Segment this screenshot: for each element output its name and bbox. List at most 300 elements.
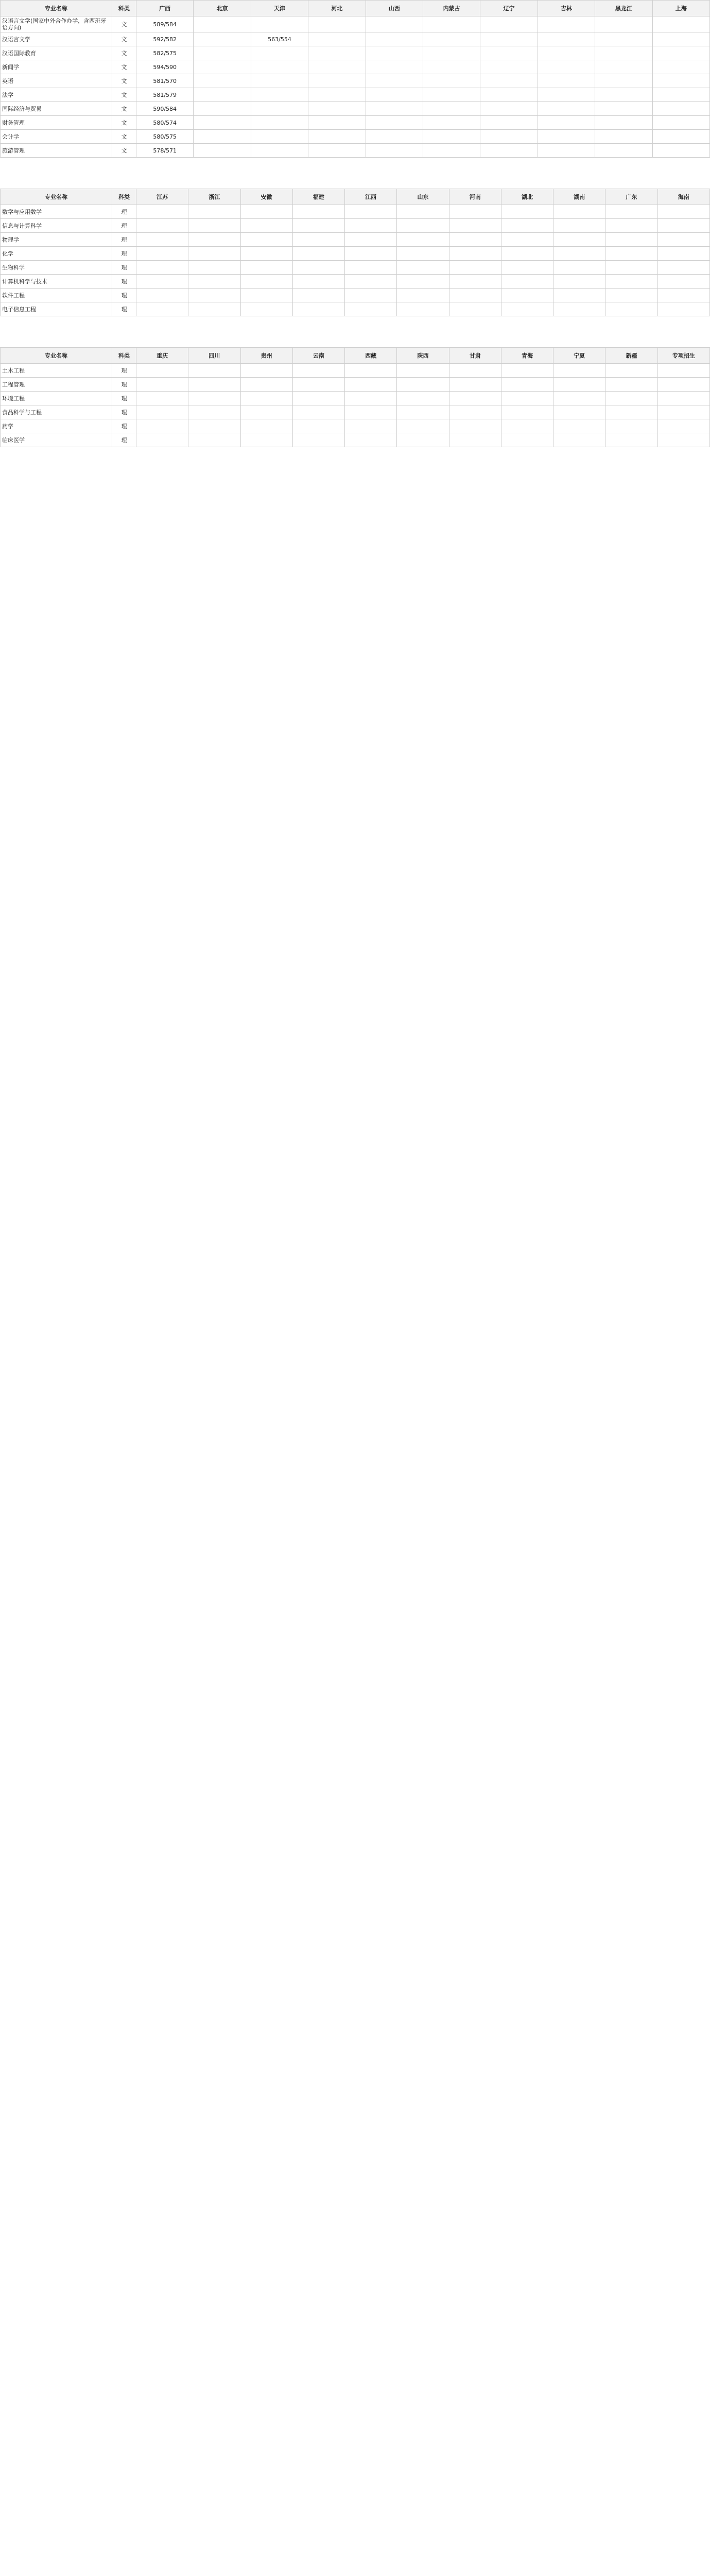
- score-cell: [423, 88, 480, 102]
- table-body: [1, 364, 710, 447]
- score-cell: [136, 247, 188, 261]
- major-name-cell: 法学: [1, 88, 112, 102]
- score-cell: [366, 116, 423, 130]
- score-cell: [595, 74, 652, 88]
- table-row: [1, 60, 710, 74]
- header-category: 科类: [112, 348, 136, 364]
- score-cell: [308, 116, 366, 130]
- score-cell: [397, 205, 449, 219]
- score-cell: [480, 74, 538, 88]
- score-cell: 582/575: [136, 46, 194, 60]
- header-province: 山西: [366, 1, 423, 16]
- table-header-row: [1, 1, 710, 16]
- score-cell: [308, 60, 366, 74]
- score-cell: [308, 130, 366, 144]
- category-cell: 理: [112, 378, 136, 392]
- score-cell: [397, 378, 449, 392]
- header-province: 辽宁: [480, 1, 538, 16]
- score-cell: [397, 302, 449, 316]
- score-cell: [188, 219, 240, 233]
- score-cell: [397, 289, 449, 302]
- score-cell: [501, 289, 553, 302]
- category-cell: 理: [112, 275, 136, 289]
- score-cell: [397, 364, 449, 378]
- score-cell: [397, 419, 449, 433]
- header-category: 科类: [112, 189, 136, 205]
- score-cell: [501, 378, 553, 392]
- header-province: 安徽: [240, 189, 292, 205]
- score-cell: [188, 247, 240, 261]
- header-province: 重庆: [136, 348, 188, 364]
- category-cell: 理: [112, 302, 136, 316]
- header-province: 内蒙古: [423, 1, 480, 16]
- score-cell: [538, 46, 595, 60]
- score-cell: [397, 405, 449, 419]
- category-cell: 理: [112, 247, 136, 261]
- score-cell: [423, 16, 480, 32]
- score-cell: [251, 130, 308, 144]
- score-cell: [366, 32, 423, 46]
- header-province: 吉林: [538, 1, 595, 16]
- score-cell: 563/554: [251, 32, 308, 46]
- category-cell: 文: [112, 102, 136, 116]
- score-cell: [308, 144, 366, 158]
- score-cell: [553, 247, 605, 261]
- score-cell: [553, 405, 605, 419]
- table-row: [1, 88, 710, 102]
- score-cell: 589/584: [136, 16, 194, 32]
- major-name-cell: 会计学: [1, 130, 112, 144]
- score-cell: [251, 60, 308, 74]
- table-row: [1, 74, 710, 88]
- score-cell: [553, 275, 605, 289]
- score-cell: [538, 130, 595, 144]
- table-header-row: [1, 189, 710, 205]
- score-cell: [595, 88, 652, 102]
- table-row: [1, 405, 710, 419]
- score-cell: [657, 419, 709, 433]
- table-row: [1, 392, 710, 405]
- score-cell: [538, 102, 595, 116]
- score-cell: [188, 419, 240, 433]
- score-cell: [251, 88, 308, 102]
- score-cell: [652, 46, 709, 60]
- header-province: 福建: [292, 189, 344, 205]
- score-cell: [652, 74, 709, 88]
- score-cell: [308, 16, 366, 32]
- score-cell: [292, 392, 344, 405]
- header-province: 陕西: [397, 348, 449, 364]
- table-row: [1, 233, 710, 247]
- score-cell: [480, 116, 538, 130]
- score-cell: [480, 32, 538, 46]
- score-cell: 590/584: [136, 102, 194, 116]
- major-name-cell: 临床医学: [1, 433, 112, 447]
- section-spacer: [0, 316, 710, 347]
- score-cell: [553, 205, 605, 219]
- category-cell: 理: [112, 289, 136, 302]
- score-cell: [292, 275, 344, 289]
- score-cell: [423, 32, 480, 46]
- score-cell: [188, 405, 240, 419]
- score-cell: [538, 32, 595, 46]
- category-cell: 文: [112, 74, 136, 88]
- score-cell: [292, 233, 344, 247]
- category-cell: 文: [112, 116, 136, 130]
- major-name-cell: 计算机科学与技术: [1, 275, 112, 289]
- header-category: 科类: [112, 1, 136, 16]
- score-cell: [595, 102, 652, 116]
- category-cell: 理: [112, 405, 136, 419]
- score-cell: [480, 88, 538, 102]
- score-cell: [240, 378, 292, 392]
- score-cell: [449, 275, 501, 289]
- score-cell: [188, 261, 240, 275]
- score-cell: [240, 405, 292, 419]
- score-cell: [345, 433, 397, 447]
- score-cell: [136, 275, 188, 289]
- score-cell: [397, 433, 449, 447]
- major-name-cell: 工程管理: [1, 378, 112, 392]
- score-cell: [345, 302, 397, 316]
- score-cell: [553, 302, 605, 316]
- score-cell: [605, 378, 657, 392]
- score-cell: [345, 247, 397, 261]
- score-cell: [553, 289, 605, 302]
- major-name-cell: 信息与计算科学: [1, 219, 112, 233]
- score-cell: [449, 433, 501, 447]
- score-cell: [240, 419, 292, 433]
- score-cell: [553, 392, 605, 405]
- score-cell: [194, 46, 251, 60]
- score-cell: [501, 219, 553, 233]
- score-cell: [657, 289, 709, 302]
- score-cell: [652, 16, 709, 32]
- score-cell: [423, 46, 480, 60]
- score-cell: [423, 74, 480, 88]
- category-cell: 文: [112, 88, 136, 102]
- score-cell: [501, 405, 553, 419]
- score-cell: [366, 102, 423, 116]
- score-cell: [595, 46, 652, 60]
- table-row: [1, 302, 710, 316]
- major-name-cell: 物理学: [1, 233, 112, 247]
- score-cell: [605, 419, 657, 433]
- score-cell: [240, 275, 292, 289]
- score-cell: [292, 261, 344, 275]
- score-cell: 578/571: [136, 144, 194, 158]
- score-cell: [501, 433, 553, 447]
- score-cell: [397, 219, 449, 233]
- score-cell: [595, 16, 652, 32]
- major-name-cell: 生物科学: [1, 261, 112, 275]
- score-cell: [188, 433, 240, 447]
- score-cell: [449, 205, 501, 219]
- major-name-cell: 食品科学与工程: [1, 405, 112, 419]
- score-cell: [501, 247, 553, 261]
- table-header-row: [1, 348, 710, 364]
- score-cell: 581/579: [136, 88, 194, 102]
- header-province: 湖南: [553, 189, 605, 205]
- score-cell: [345, 392, 397, 405]
- score-cell: [553, 378, 605, 392]
- score-cell: [423, 144, 480, 158]
- header-province: 新疆: [605, 348, 657, 364]
- header-province: 西藏: [345, 348, 397, 364]
- table-row: [1, 275, 710, 289]
- score-cell: [240, 364, 292, 378]
- score-cell: [292, 405, 344, 419]
- score-cell: [136, 261, 188, 275]
- score-cell: [538, 16, 595, 32]
- score-cell: [605, 289, 657, 302]
- header-province: 贵州: [240, 348, 292, 364]
- score-cell: [308, 88, 366, 102]
- table-row: [1, 32, 710, 46]
- score-cell: [345, 261, 397, 275]
- score-cell: [308, 102, 366, 116]
- score-cell: [449, 419, 501, 433]
- major-name-cell: 软件工程: [1, 289, 112, 302]
- table-row: [1, 261, 710, 275]
- score-cell: [553, 433, 605, 447]
- category-cell: 文: [112, 32, 136, 46]
- category-cell: 理: [112, 233, 136, 247]
- score-cell: [449, 364, 501, 378]
- score-cell: [538, 74, 595, 88]
- score-cell: [595, 130, 652, 144]
- score-cell: [188, 392, 240, 405]
- header-province: 江西: [345, 189, 397, 205]
- score-cell: [136, 302, 188, 316]
- score-cell: [449, 392, 501, 405]
- score-cell: [652, 130, 709, 144]
- score-cell: [194, 130, 251, 144]
- major-name-cell: 新闻学: [1, 60, 112, 74]
- score-cell: [652, 32, 709, 46]
- header-province: 广西: [136, 1, 194, 16]
- score-cell: [501, 302, 553, 316]
- score-cell: [501, 419, 553, 433]
- score-cell: [292, 419, 344, 433]
- header-province: 河北: [308, 1, 366, 16]
- header-province: 青海: [501, 348, 553, 364]
- major-name-cell: 汉语言文学: [1, 32, 112, 46]
- admission-score-table-2: [0, 189, 710, 316]
- score-cell: [657, 433, 709, 447]
- score-cell: [188, 364, 240, 378]
- score-cell: [501, 233, 553, 247]
- header-province: 北京: [194, 1, 251, 16]
- score-cell: [251, 102, 308, 116]
- header-province: 山东: [397, 189, 449, 205]
- score-cell: [345, 405, 397, 419]
- score-cell: [449, 247, 501, 261]
- category-cell: 理: [112, 261, 136, 275]
- score-cell: [345, 219, 397, 233]
- admission-score-table-3: [0, 347, 710, 447]
- score-cell: [188, 289, 240, 302]
- score-cell: [366, 60, 423, 74]
- score-cell: [251, 116, 308, 130]
- header-province: 云南: [292, 348, 344, 364]
- header-province: 黑龙江: [595, 1, 652, 16]
- header-province: 上海: [652, 1, 709, 16]
- score-cell: [136, 405, 188, 419]
- score-cell: [652, 60, 709, 74]
- header-major: 专业名称: [1, 348, 112, 364]
- major-name-cell: 土木工程: [1, 364, 112, 378]
- score-cell: 592/582: [136, 32, 194, 46]
- score-cell: [292, 247, 344, 261]
- score-cell: [657, 405, 709, 419]
- category-cell: 文: [112, 144, 136, 158]
- score-cell: [188, 275, 240, 289]
- score-cell: [366, 74, 423, 88]
- header-province: 浙江: [188, 189, 240, 205]
- score-cell: [345, 364, 397, 378]
- section-spacer: [0, 158, 710, 189]
- table-section-3: [0, 347, 710, 447]
- table-row: [1, 144, 710, 158]
- score-cell: [657, 261, 709, 275]
- score-cell: [423, 60, 480, 74]
- score-cell: [423, 130, 480, 144]
- category-cell: 理: [112, 433, 136, 447]
- score-cell: [501, 205, 553, 219]
- table-section-2: [0, 189, 710, 316]
- score-cell: [652, 88, 709, 102]
- header-province: 河南: [449, 189, 501, 205]
- score-cell: [188, 205, 240, 219]
- score-cell: [136, 392, 188, 405]
- table-row: [1, 289, 710, 302]
- score-cell: [657, 219, 709, 233]
- score-cell: [605, 275, 657, 289]
- category-cell: 理: [112, 205, 136, 219]
- score-cell: [345, 289, 397, 302]
- score-cell: [240, 233, 292, 247]
- score-cell: [292, 433, 344, 447]
- score-cell: [605, 302, 657, 316]
- score-cell: [292, 302, 344, 316]
- category-cell: 文: [112, 60, 136, 74]
- score-cell: [345, 205, 397, 219]
- score-cell: [501, 364, 553, 378]
- score-cell: [366, 16, 423, 32]
- score-cell: [345, 275, 397, 289]
- admission-score-table-1: [0, 0, 710, 158]
- score-cell: [366, 46, 423, 60]
- score-cell: [136, 205, 188, 219]
- category-cell: 理: [112, 392, 136, 405]
- score-cell: [480, 144, 538, 158]
- major-name-cell: 数学与应用数学: [1, 205, 112, 219]
- score-cell: [136, 378, 188, 392]
- category-cell: 文: [112, 16, 136, 32]
- score-cell: [240, 302, 292, 316]
- score-cell: [657, 275, 709, 289]
- score-cell: 580/574: [136, 116, 194, 130]
- header-province: 江苏: [136, 189, 188, 205]
- score-cell: [136, 433, 188, 447]
- score-cell: [652, 116, 709, 130]
- score-cell: [652, 144, 709, 158]
- score-cell: [538, 60, 595, 74]
- score-cell: [366, 130, 423, 144]
- score-cell: [657, 392, 709, 405]
- score-cell: [605, 261, 657, 275]
- score-cell: [480, 130, 538, 144]
- table-row: [1, 130, 710, 144]
- table-row: [1, 116, 710, 130]
- major-name-cell: 化学: [1, 247, 112, 261]
- score-cell: [292, 364, 344, 378]
- score-cell: [136, 419, 188, 433]
- table-section-1: [0, 0, 710, 158]
- score-cell: [449, 261, 501, 275]
- table-row: [1, 378, 710, 392]
- score-cell: [553, 233, 605, 247]
- header-province: 甘肃: [449, 348, 501, 364]
- score-cell: [240, 261, 292, 275]
- header-province: 四川: [188, 348, 240, 364]
- table-row: [1, 205, 710, 219]
- score-cell: [397, 275, 449, 289]
- table-row: [1, 46, 710, 60]
- score-cell: [657, 378, 709, 392]
- score-cell: [449, 233, 501, 247]
- score-cell: [240, 205, 292, 219]
- score-cell: [292, 378, 344, 392]
- header-major: 专业名称: [1, 189, 112, 205]
- score-cell: [251, 46, 308, 60]
- score-cell: [136, 289, 188, 302]
- score-cell: [194, 16, 251, 32]
- score-cell: [423, 116, 480, 130]
- major-name-cell: 汉语国际教育: [1, 46, 112, 60]
- score-cell: [240, 392, 292, 405]
- score-cell: [240, 219, 292, 233]
- score-cell: [605, 205, 657, 219]
- score-cell: [553, 364, 605, 378]
- header-province: 宁夏: [553, 348, 605, 364]
- score-cell: [366, 88, 423, 102]
- header-special: 专项招生: [657, 348, 709, 364]
- score-cell: [194, 102, 251, 116]
- score-cell: [240, 247, 292, 261]
- score-cell: [657, 364, 709, 378]
- score-cell: [538, 144, 595, 158]
- score-cell: [449, 289, 501, 302]
- score-cell: [188, 378, 240, 392]
- table-body: [1, 205, 710, 316]
- score-cell: [538, 116, 595, 130]
- score-cell: [136, 364, 188, 378]
- score-cell: [449, 302, 501, 316]
- table-row: [1, 102, 710, 116]
- score-cell: [553, 219, 605, 233]
- major-name-cell: 药学: [1, 419, 112, 433]
- score-cell: [397, 261, 449, 275]
- major-name-cell: 汉语言文学(国家中外合作办学，含西班牙语方向): [1, 16, 112, 32]
- category-cell: 理: [112, 419, 136, 433]
- header-province: 天津: [251, 1, 308, 16]
- score-cell: [605, 247, 657, 261]
- score-cell: [605, 433, 657, 447]
- score-cell: [345, 233, 397, 247]
- score-cell: [194, 74, 251, 88]
